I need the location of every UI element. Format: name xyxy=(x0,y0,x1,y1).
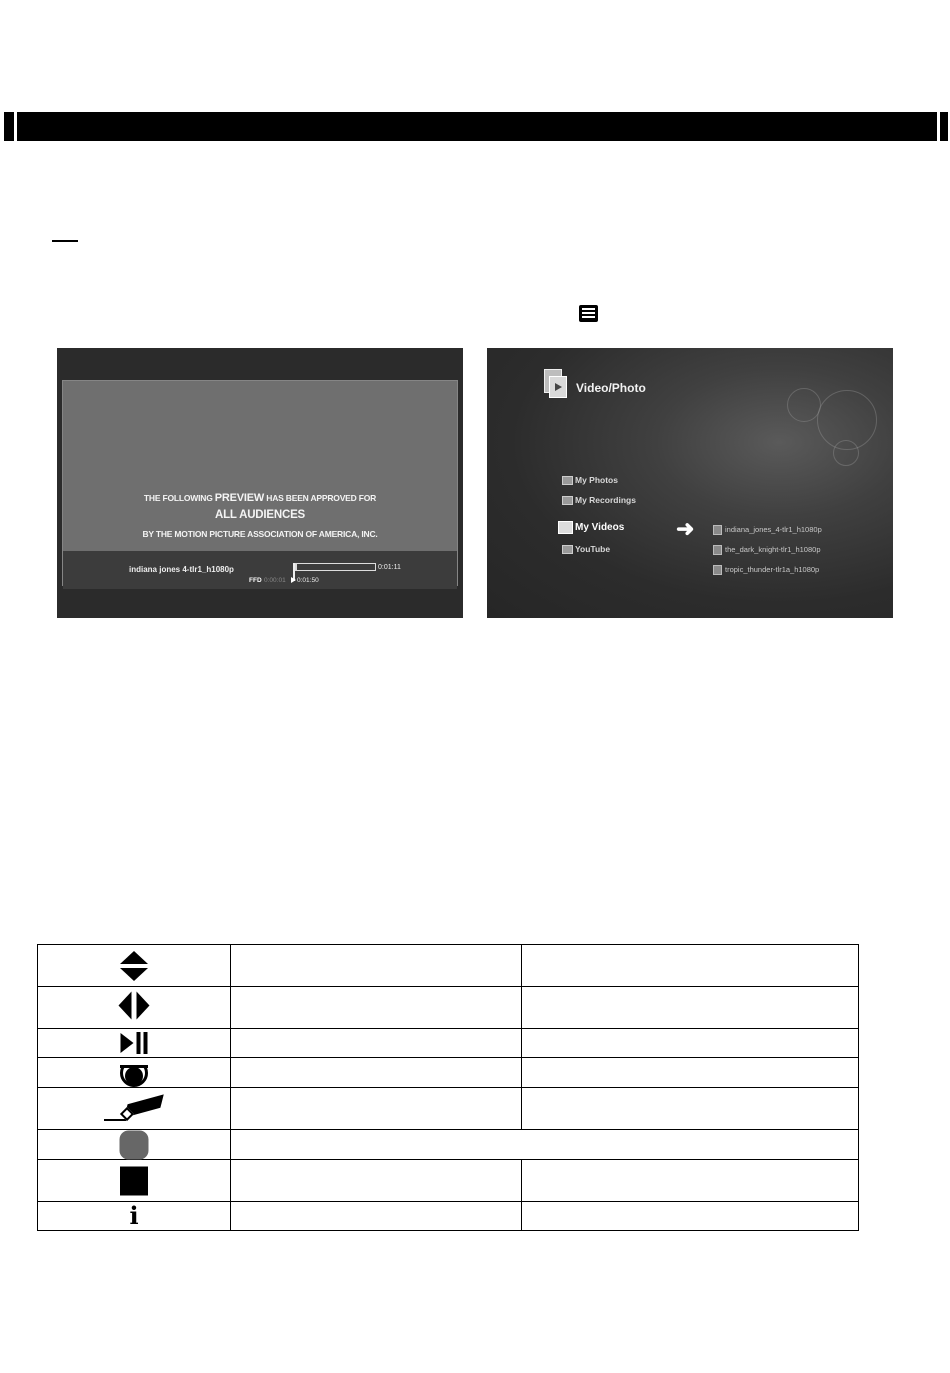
file-item[interactable]: tropic_thunder-tlr1a_h1080p xyxy=(713,565,819,575)
icon-cell xyxy=(38,987,231,1029)
rating-line-1: THE FOLLOWING PREVIEW HAS BEEN APPROVED FOR xyxy=(143,492,377,504)
app-title: Video/Photo xyxy=(576,381,646,395)
table-cell xyxy=(522,1088,859,1130)
left-right-arrows-icon xyxy=(119,991,150,1024)
table-cell xyxy=(522,1029,859,1058)
table-cell xyxy=(522,1160,859,1202)
icon-cell xyxy=(38,1029,231,1058)
rating-line-2: ALL AUDIENCES xyxy=(214,509,306,521)
video-photo-menu-screenshot xyxy=(487,348,893,618)
remote-key-table xyxy=(37,944,859,1231)
icon-cell xyxy=(38,1088,231,1130)
playback-screenshot xyxy=(57,348,463,618)
icon-cell xyxy=(38,1130,231,1160)
table-cell xyxy=(522,987,859,1029)
table-cell xyxy=(231,1029,522,1058)
icon-cell xyxy=(38,1202,231,1231)
video-frame xyxy=(62,380,458,586)
section-header-bar xyxy=(4,112,948,141)
table-row xyxy=(38,945,859,987)
decorative-ring xyxy=(787,388,821,422)
playing-file-name: indiana jones 4-tlr1_h1080p xyxy=(129,565,234,574)
progress-bar[interactable] xyxy=(294,563,376,571)
table-row xyxy=(38,1160,859,1202)
play-icon xyxy=(291,577,296,583)
current-time: 0:01:50 xyxy=(297,577,319,584)
menu-item-youtube[interactable]: YouTube xyxy=(562,544,610,554)
recordings-icon xyxy=(562,496,573,505)
table-row xyxy=(38,987,859,1029)
table-row xyxy=(38,1058,859,1088)
table-cell xyxy=(522,1202,859,1231)
stop-square-icon xyxy=(120,1166,148,1195)
table-row xyxy=(38,1029,859,1058)
info-icon: i xyxy=(129,1201,139,1230)
menu-item-my-videos[interactable]: My Videos xyxy=(558,521,624,534)
table-cell xyxy=(231,945,522,987)
menu-list-icon xyxy=(579,305,598,322)
menu-item-my-recordings[interactable]: My Recordings xyxy=(562,495,636,505)
header-bar-edge-right xyxy=(937,112,940,141)
photos-icon xyxy=(562,476,573,485)
total-time: 0:01:11 xyxy=(378,564,401,571)
youtube-icon xyxy=(562,545,573,554)
rating-line-3: BY THE MOTION PICTURE ASSOCIATION OF AMERICA, INC. xyxy=(142,529,378,539)
progress-fill xyxy=(295,564,297,570)
table-cell xyxy=(231,1202,522,1231)
table-cell xyxy=(231,987,522,1029)
table-cell xyxy=(522,945,859,987)
short-underline xyxy=(52,240,78,242)
playback-mode: FFD xyxy=(249,577,262,584)
icon-cell xyxy=(38,1160,231,1202)
table-row xyxy=(38,1130,859,1160)
playback-osd xyxy=(63,551,457,589)
table-cell xyxy=(231,1058,522,1088)
video-file-icon xyxy=(713,525,722,535)
table-row xyxy=(38,1202,859,1231)
file-item[interactable]: the_dark_knight-tlr1_h1080p xyxy=(713,545,821,555)
header-bar-edge-left xyxy=(14,112,17,141)
up-down-arrows-icon xyxy=(120,951,148,981)
table-cell xyxy=(231,1088,522,1130)
video-file-icon xyxy=(713,545,722,555)
table-cell xyxy=(231,1160,522,1202)
edit-pen-icon xyxy=(104,1095,164,1123)
icon-cell xyxy=(38,945,231,987)
video-file-icon xyxy=(713,565,722,575)
table-cell-merged xyxy=(231,1130,859,1160)
right-arrow-icon: ➜ xyxy=(676,516,695,541)
icon-cell xyxy=(38,1058,231,1088)
record-button-icon xyxy=(120,1130,149,1159)
videos-icon xyxy=(558,521,573,534)
eject-icon xyxy=(120,1059,148,1087)
table-cell xyxy=(522,1058,859,1088)
video-photo-app-icon xyxy=(544,369,568,399)
start-time: 0:00:01 xyxy=(264,577,286,584)
play-pause-icon xyxy=(121,1032,148,1054)
menu-item-my-photos[interactable]: My Photos xyxy=(562,475,618,485)
file-item[interactable]: indiana_jones_4-tlr1_h1080p xyxy=(713,525,822,535)
decorative-ring xyxy=(833,440,859,466)
table-row xyxy=(38,1088,859,1130)
